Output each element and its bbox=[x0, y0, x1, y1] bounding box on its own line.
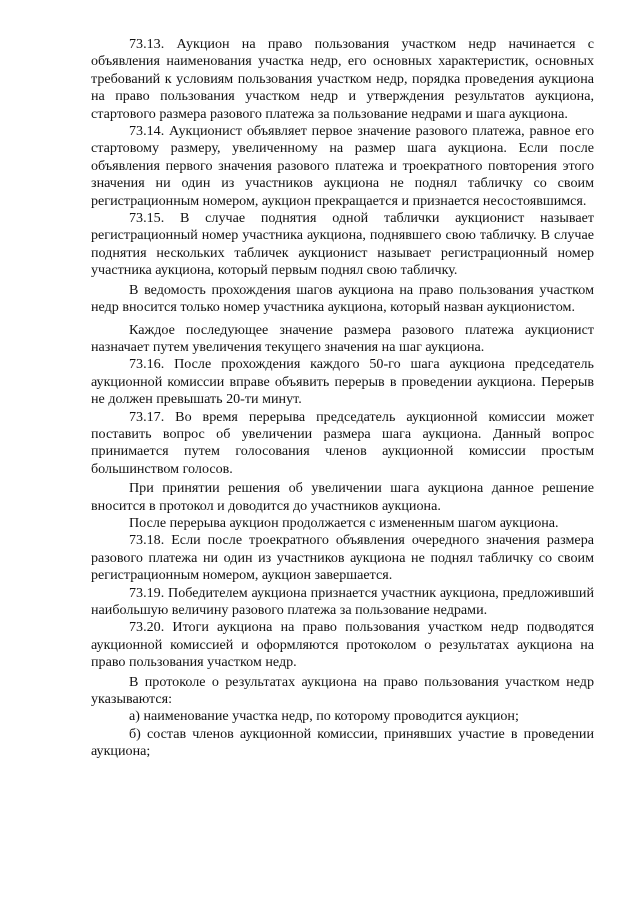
paragraph-register-entry: В ведомость прохождения шагов аукциона на право пользования участком недр вносится только номер участника аукциона, который назван аукционистом. bbox=[91, 281, 594, 316]
paragraph-step-decision: При принятии решения об увеличении шага аукциона данное решение вносится в протокол и доводится до участников аукциона. bbox=[91, 480, 594, 514]
paragraph-next-value: Каждое последующее значение размера разового платежа аукционист назначает путем увеличения текущего значения на шаг аукциона. bbox=[91, 321, 594, 355]
paragraph-73-20: 73.20. Итоги аукциона на право пользования участком недр подводятся аукционной комиссией и оформляются протоколом о результатах аукциона на право пользования участком недр. bbox=[91, 619, 594, 671]
paragraph-after-break: После перерыва аукцион продолжается с измененным шагом аукциона. bbox=[129, 514, 559, 531]
paragraph-73-14: 73.14. Аукционист объявляет первое значение разового платежа, равное его стартовому размеру, увеличенному на размер шага аукциона. Если после объявления первого значения разового платежа и троекратного повторения этого значения ни один из участников аукциона не поднял табличку со своим регистрационным номером, аукцион прекращается и признается несостоявшимся. bbox=[91, 123, 594, 209]
list-item-b: б) состав членов аукционной комиссии, принявших участие в проведении аукциона; bbox=[91, 725, 594, 760]
paragraph-73-18: 73.18. Если после троекратного объявления очередного значения размера разового платежа ни один из участников аукциона не поднял табличку со своим регистрационным номером, аукцион завершается. bbox=[91, 532, 594, 584]
paragraph-73-19: 73.19. Победителем аукциона признается участник аукциона, предложивший наибольшую величину разового платежа за пользование недрами. bbox=[91, 584, 594, 618]
document-page bbox=[91, 36, 594, 761]
paragraph-73-15: 73.15. В случае поднятия одной таблички аукционист называет регистрационный номер участника аукциона, поднявшего свою табличку. В случае поднятия нескольких табличек аукционист называет регистрационный номер участника аукциона, который первым поднял свою табличку. bbox=[91, 210, 594, 279]
paragraph-73-17: 73.17. Во время перерыва председатель аукционной комиссии может поставить вопрос об увеличении размера шага аукциона. Данный вопрос принимается путем голосования членов аукционной комиссии простым большинством голосов. bbox=[91, 408, 594, 477]
list-item-a: а) наименование участка недр, по которому проводится аукцион; bbox=[129, 708, 519, 725]
paragraph-protocol-contents: В протоколе о результатах аукциона на право пользования участком недр указываются: bbox=[91, 673, 594, 708]
paragraph-73-13: 73.13. Аукцион на право пользования участком недр начинается с объявления наименования участка недр, его основных характеристик, основных требований к условиям пользования участком недр, порядка проведения аукциона на право пользования участком недр и утверждения результатов аукциона, стартового размера разового платежа за пользование недрами и шага аукциона. bbox=[91, 36, 594, 122]
paragraph-73-16: 73.16. После прохождения каждого 50-го шага аукциона председатель аукционной комиссии вправе объявить перерыв в проведении аукциона. Перерыв не должен превышать 20-ти минут. bbox=[91, 356, 594, 408]
